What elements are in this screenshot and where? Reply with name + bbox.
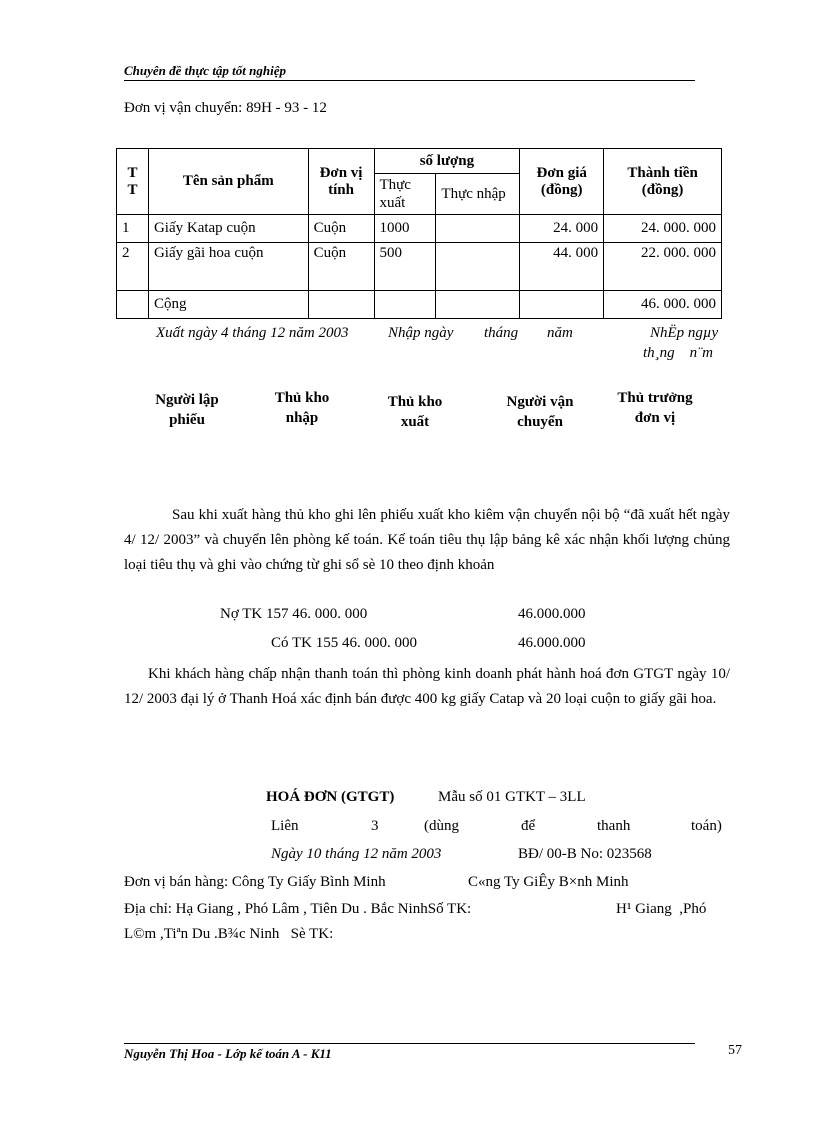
cell-qty-in xyxy=(436,243,520,291)
entry-credit: Có TK 155 46. 000. 000 xyxy=(271,635,417,651)
cell-qty-out: 500 xyxy=(374,243,436,291)
cell-unit: Cuộn xyxy=(308,215,374,243)
invoice-date: Ngày 10 tháng 12 năm 2003 xyxy=(271,846,442,862)
signature-creator: Người lập phiếu xyxy=(155,392,219,428)
invoice-copy-word: toán) xyxy=(691,818,722,834)
col-qty-out: Thực xuất xyxy=(374,174,436,215)
cell-product: Giấy Katap cuộn xyxy=(148,215,308,243)
cell-unit: Cuộn xyxy=(308,243,374,291)
invoice-form: Mẫu số 01 GTKT – 3LL xyxy=(438,789,586,805)
total-label: Cộng xyxy=(148,291,308,319)
garbled-date-2: th¸ng n¨m xyxy=(643,345,713,361)
footer-divider xyxy=(124,1043,695,1044)
cell-tt: 1 xyxy=(117,215,149,243)
import-date: Nhập ngày xyxy=(388,325,454,341)
cell-qty-out: 1000 xyxy=(374,215,436,243)
page-number: 57 xyxy=(728,1043,742,1058)
invoice-serial: BĐ/ 00-B No: 023568 xyxy=(518,846,652,862)
header-divider xyxy=(124,80,695,81)
invoice-copy-word: Liên xyxy=(271,818,299,834)
seller-name-garbled: C«ng Ty GiÊy B×nh Minh xyxy=(468,874,629,890)
goods-table xyxy=(116,148,722,319)
transport-unit: Đơn vị vận chuyển: 89H - 93 - 12 xyxy=(124,100,327,116)
signature-store-in: Thủ kho nhập xyxy=(274,390,330,426)
cell-qty-in xyxy=(436,215,520,243)
seller-address-garbled-1: H¹ Giang ,Phó xyxy=(616,901,707,917)
entry-debit-amount: 46.000.000 xyxy=(518,606,586,622)
import-month: tháng xyxy=(484,325,519,341)
table-row xyxy=(117,243,722,291)
cell-amount: 24. 000. 000 xyxy=(604,215,722,243)
paragraph-1: Sau khi xuất hàng thủ kho ghi lên phiếu xuất kho kiêm vận chuyển nội bộ “đã xuất hết ngày 4/ 12/ 2003” và chuyển lên phòng kế toán. Kế toán tiêu thụ lập bảng kê xác nhận khối lượng chủng loại tiêu thụ và ghi vào chứng từ ghi sổ sè 10 theo định khoản xyxy=(124,507,730,573)
invoice-title: HOÁ ĐƠN (GTGT) xyxy=(266,789,395,805)
table-row xyxy=(117,215,722,243)
col-qty-in: Thực nhập xyxy=(436,174,520,215)
invoice-copy-word: thanh xyxy=(597,818,631,834)
col-product: Tên sản phẩm xyxy=(148,149,308,215)
invoice-copy-word: để xyxy=(521,818,536,834)
paragraph-2: Khi khách hàng chấp nhận thanh toán thì phòng kinh doanh phát hành hoá đơn GTGT ngày 10/ 12/ 2003 đại lý ở Thanh Hoá xác định bán được 400 kg giấy Catap và 20 loại cuộn to giấy gãi hoa. xyxy=(124,666,730,707)
cell-product: Giấy gãi hoa cuộn xyxy=(148,243,308,291)
seller-name: Đơn vị bán hàng: Công Ty Giấy Bình Minh xyxy=(124,874,386,890)
signature-transporter: Người vận chuyển xyxy=(506,394,574,430)
seller-address: Địa chỉ: Hạ Giang , Phó Lâm , Tiên Du . Bắc NinhSố TK: xyxy=(124,901,472,917)
footer-author: Nguyễn Thị Hoa - Lớp kế toán A - K11 xyxy=(124,1046,332,1061)
import-year: năm xyxy=(547,325,573,341)
col-amount: Thành tiền (đồng) xyxy=(604,149,722,215)
garbled-date-1: NhËp ngµy xyxy=(650,325,719,341)
header-title: Chuyên đề thực tập tốt nghiệp xyxy=(124,63,286,78)
total-amount: 46. 000. 000 xyxy=(604,291,722,319)
invoice-copy-word: 3 xyxy=(371,818,379,834)
col-price: Đơn giá (đồng) xyxy=(520,149,604,215)
export-date: Xuất ngày 4 tháng 12 năm 2003 xyxy=(156,325,349,341)
col-quantity: số lượng xyxy=(374,149,520,174)
cell-amount: 22. 000. 000 xyxy=(604,243,722,291)
entry-credit-amount: 46.000.000 xyxy=(518,635,586,651)
invoice-copy-word: (dùng xyxy=(424,818,459,834)
table-total-row xyxy=(117,291,722,319)
seller-address-garbled-2: L©m ,Tiªn Du .B¾c Ninh Sè TK: xyxy=(124,926,334,942)
cell-price: 24. 000 xyxy=(520,215,604,243)
cell-price: 44. 000 xyxy=(520,243,604,291)
entry-debit: Nợ TK 157 46. 000. 000 xyxy=(220,606,368,622)
col-unit: Đơn vị tính xyxy=(308,149,374,215)
col-tt: T T xyxy=(117,149,149,215)
cell-tt: 2 xyxy=(117,243,149,291)
signature-store-out: Thủ kho xuất xyxy=(387,394,443,430)
signature-director: Thủ trưởng đơn vị xyxy=(617,390,693,426)
